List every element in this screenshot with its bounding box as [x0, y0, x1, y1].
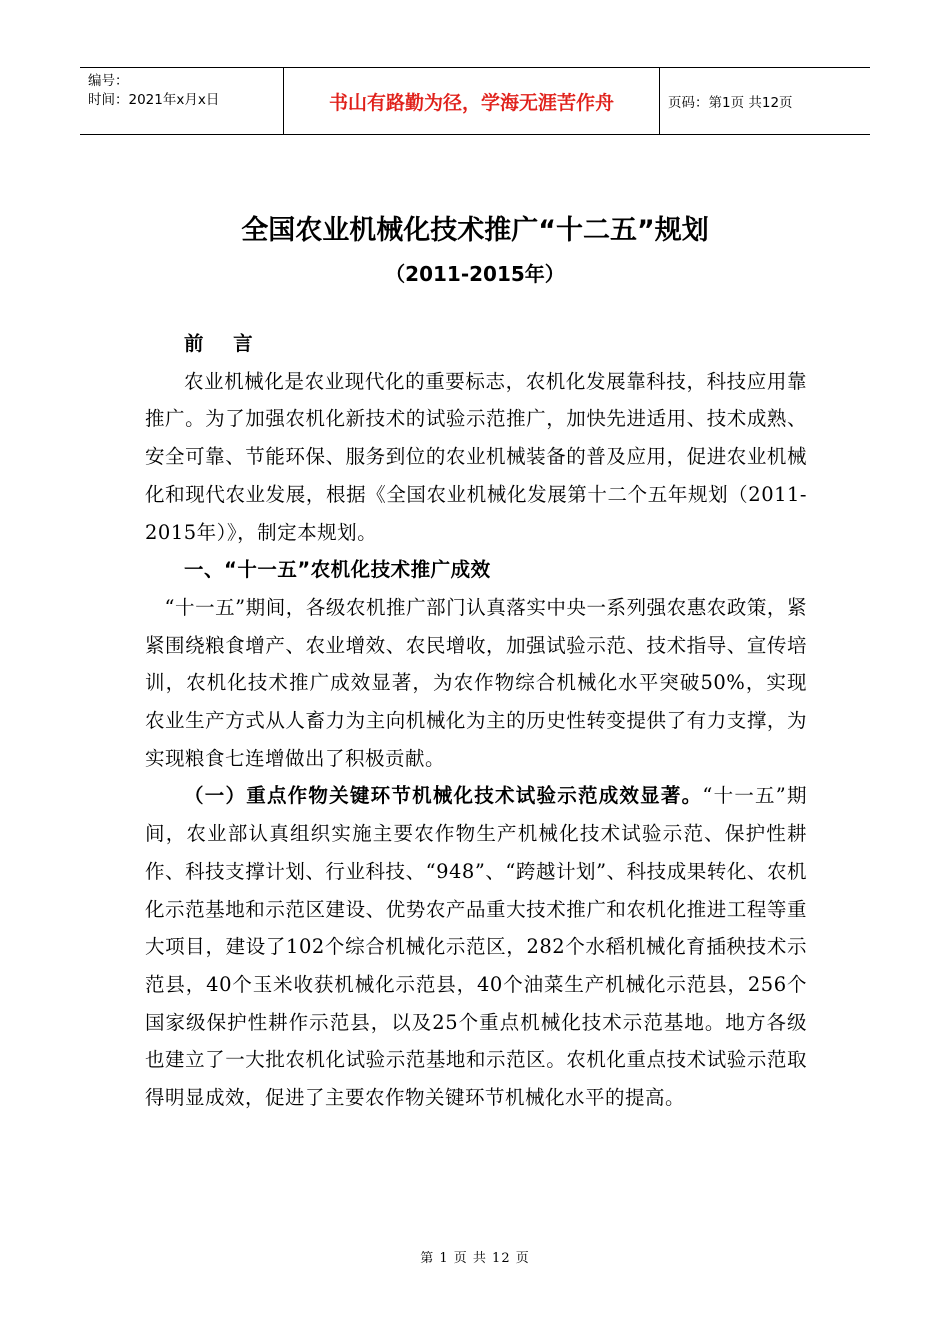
header-table [80, 67, 870, 135]
page-indicator: 页码：第1页 共12页 [668, 95, 793, 111]
section-heading: 一、“十一五”农机化技术推广成效 [184, 558, 491, 582]
document-title: 全国农业机械化技术推广“十二五”规划 [241, 215, 709, 246]
date-label: 时间：2021年x月x日 [88, 92, 220, 108]
preface-paragraph: 农业机械化是农业现代化的重要标志，农机化发展靠科技，科技应用靠推广。为了加强农机化新技术的试验示范推广，加快先进适用、技术成熟、安全可靠、节能环保、服务到位的农业机械装备的普及应用，促进农业机械化和现代农业发展，根据《全国农业机械化发展第十二个五年规划（2011-2015年）》，制定本规划。 [145, 369, 807, 544]
serial-label: 编号： [88, 73, 129, 89]
subsection-paragraph [145, 777, 807, 1116]
preface-heading: 前 言 [184, 332, 254, 355]
subsection-text: “十一五”期间，农业部认真组织实施主要农作物生产机械化技术试验示范、保护性耕作、科技支撑计划、行业科技、“948”、“跨越计划”、科技成果转化、农机化示范基地和示范区建设、优势农产品重大技术推广和农机化推进工程等重大项目，建设了102个综合机械化示范区，282个水稻机械化育插秧技术示范县，40个玉米收获机械化示范县，40个油菜生产机械化示范县，256个国家级保护性耕作示范县，以及25个重点机械化技术示范基地。地方各级也建立了一大批农机化试验示范基地和示范区。农机化重点技术试验示范取得明显成效，促进了主要农作物关键环节机械化水平的提高。 [145, 784, 807, 1110]
motto: 书山有路勤为径，学海无涯苦作舟 [283, 68, 660, 134]
header-meta [80, 68, 283, 134]
page-footer: 第 1 页 共 12 页 [420, 1251, 530, 1266]
section-paragraph: “十一五”期间，各级农机推广部门认真落实中央一系列强农惠农政策，紧紧围绕粮食增产、农业增效、农民增收，加强试验示范、技术指导、宣传培训，农机化技术推广成效显著，为农作物综合机械化水平突破50%，实现农业生产方式从人畜力为主向机械化为主的历史性转变提供了有力支撑，为实现粮食七连增做出了积极贡献。 [145, 595, 807, 770]
subsection-lead: （一）重点作物关键环节机械化技术试验示范成效显著。 [184, 784, 703, 808]
document-body [145, 325, 807, 1117]
document-subtitle: （2011-2015年） [385, 262, 565, 286]
